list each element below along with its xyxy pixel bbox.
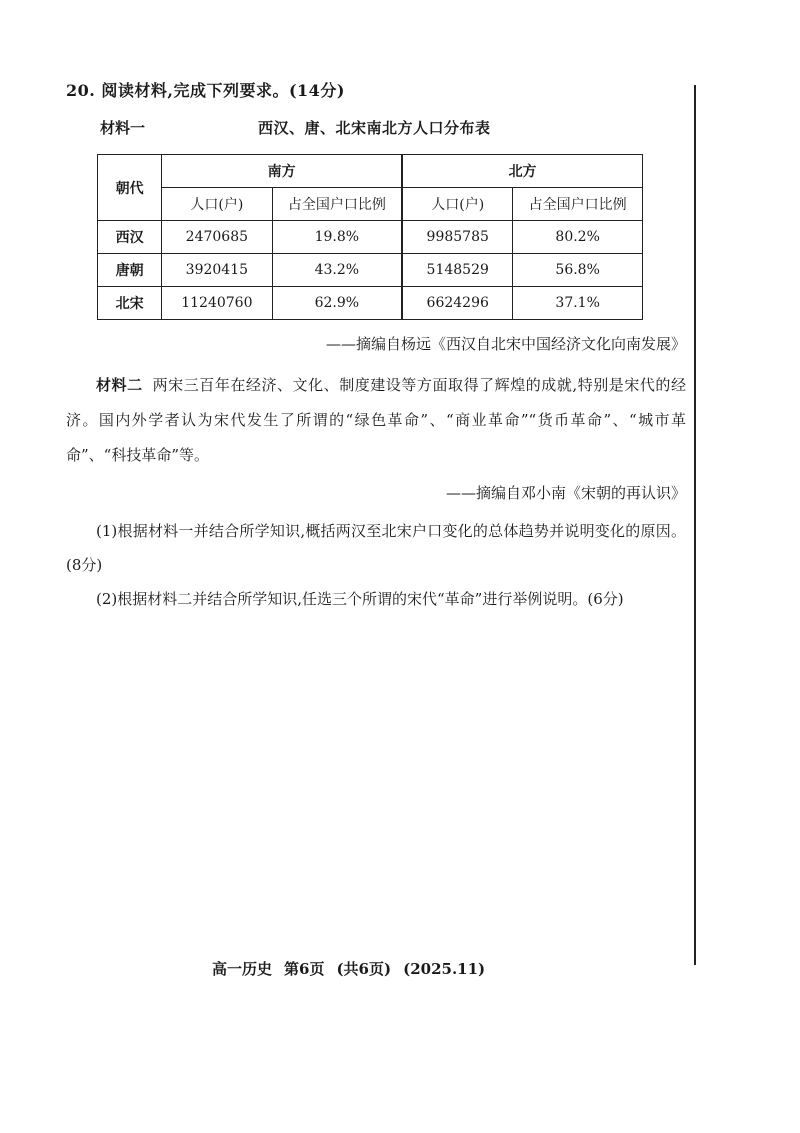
row-north-ratio: 56.8% [513,254,643,287]
header-north-population: 人口(户) [402,188,513,221]
table-row [98,221,643,254]
table-header-row [98,155,643,188]
population-table [97,154,643,320]
header-dynasty: 朝代 [98,155,162,221]
row-dynasty: 西汉 [98,221,162,254]
page-footer [212,958,497,979]
task-2: (2)根据材料二并结合所学知识,任选三个所谓的宋代“革命”进行举例说明。(6分) [96,590,624,608]
header-south-ratio: 占全国户口比例 [272,188,402,221]
footer-page: 第6页 [284,960,325,978]
header-south-population: 人口(户) [162,188,272,221]
table-title: 西汉、唐、北宋南北方人口分布表 [258,119,491,137]
row-north-pop: 5148529 [402,254,513,287]
material1-source: ——摘编自杨远《西汉自北宋中国经济文化向南发展》 [325,335,686,353]
material2-paragraph [66,368,686,473]
header-north: 北方 [402,155,642,188]
table-subheader-row [98,188,643,221]
question-title: 20. 阅读材料,完成下列要求。(14分) [66,81,345,100]
material2-label: 材料二 [96,376,143,394]
row-north-pop: 6624296 [402,287,513,320]
row-north-ratio: 80.2% [513,221,643,254]
material1-label: 材料一 [100,119,146,137]
header-south: 南方 [162,155,402,188]
margin-divider-line [694,85,696,965]
footer-subject: 高一历史 [212,960,273,978]
row-south-pop: 11240760 [162,287,272,320]
header-north-ratio: 占全国户口比例 [513,188,643,221]
row-south-pop: 3920415 [162,254,272,287]
footer-date: (2025.11) [403,960,486,978]
row-south-pop: 2470685 [162,221,272,254]
row-south-ratio: 62.9% [272,287,402,320]
task-1: (1)根据材料一并结合所学知识,概括两汉至北宋户口变化的总体趋势并说明变化的原因。(8分) [66,522,686,574]
row-dynasty: 北宋 [98,287,162,320]
row-north-pop: 9985785 [402,221,513,254]
row-north-ratio: 37.1% [513,287,643,320]
footer-total: (共6页) [336,960,392,978]
row-south-ratio: 43.2% [272,254,402,287]
table-row [98,287,643,320]
material2-text: 两宋三百年在经济、文化、制度建设等方面取得了辉煌的成就,特别是宋代的经济。国内外学者认为宋代发生了所谓的“绿色革命”、“商业革命”“货币革命”、“城市革命”、“科技革命”等。 [66,376,686,464]
row-dynasty: 唐朝 [98,254,162,287]
row-south-ratio: 19.8% [272,221,402,254]
table-row [98,254,643,287]
material2-source: ——摘编自邓小南《宋朝的再认识》 [445,484,686,502]
